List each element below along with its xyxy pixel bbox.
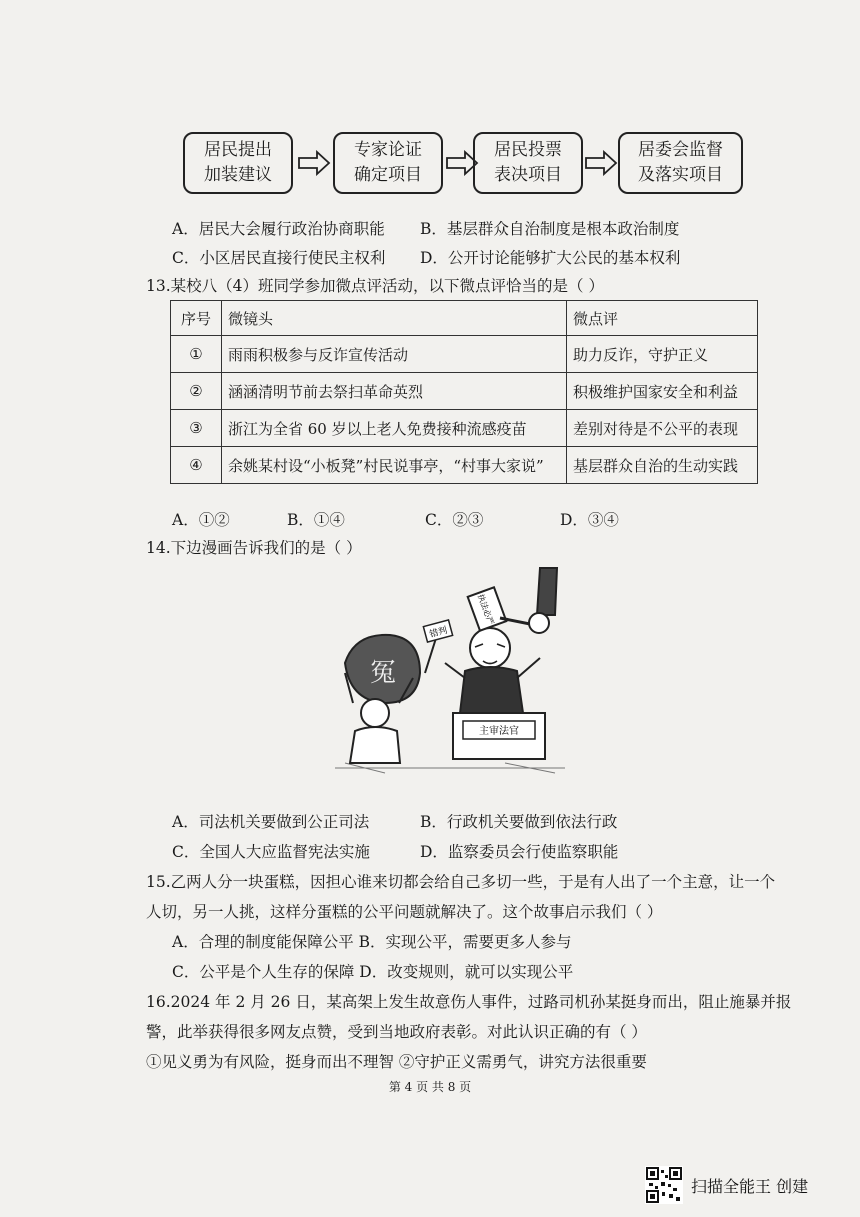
q14-option-b: B．行政机关要做到依法行政: [420, 813, 618, 831]
hammer-label: 执法必严: [475, 592, 496, 627]
header-cell: 序号: [171, 301, 222, 336]
flow-step-3-line-2: 表决项目: [494, 165, 562, 185]
desk-label: 主审法官: [479, 726, 519, 737]
flow-step-2: [333, 132, 443, 194]
q12-option-b: B．基层群众自治制度是根本政治制度: [420, 220, 680, 238]
flow-step-2-line-2: 确定项目: [354, 165, 422, 185]
table-cell: 涵涵清明节前去祭扫革命英烈: [222, 373, 567, 410]
table-cell: 差别对待是不公平的表现: [567, 410, 758, 447]
table-row: [171, 336, 758, 373]
stone-label: 冤: [369, 658, 397, 688]
arrow-right-icon: [297, 150, 331, 176]
arrow-right-icon: [584, 150, 618, 176]
table-row: [171, 447, 758, 484]
q13-option-a: A．①②: [172, 511, 230, 529]
q15-stem-line-1: 15.乙两人分一块蛋糕，因担心谁来切都会给自己多切一些，于是有人出了一个主意，让一个: [146, 873, 776, 891]
flow-step-2-line-1: 专家论证: [354, 140, 422, 160]
flow-step-3: [473, 132, 583, 194]
flow-step-1: [183, 132, 293, 194]
qr-code-icon: [645, 1166, 683, 1204]
cartoon-illustration: [325, 563, 575, 775]
table-cell: 雨雨积极参与反诈宣传活动: [222, 336, 567, 373]
table-cell: 余姚某村设“小板凳”村民说事亭，“村事大家说”: [222, 447, 567, 484]
q13-option-c: C．②③: [425, 511, 484, 529]
q16-stem-line-1: 16.2024 年 2 月 26 日，某高架上发生故意伤人事件，过路司机孙某挺身而出，阻止施暴并报: [146, 993, 792, 1011]
flow-step-4: [618, 132, 743, 194]
table-cell: 助力反诈，守护正义: [567, 336, 758, 373]
q13-option-b: B．①④: [287, 511, 345, 529]
scanner-watermark: [645, 1166, 808, 1204]
q12-option-c: C．小区居民直接行使民主权利: [172, 249, 386, 267]
q14-stem: 14.下边漫画告诉我们的是（ ）: [146, 539, 362, 557]
q15-stem-line-2: 人切，另一人挑，这样分蛋糕的公平问题就解决了。这个故事启示我们（ ）: [146, 903, 663, 921]
table-cell: ①: [171, 336, 222, 373]
flow-step-3-line-1: 居民投票: [494, 140, 562, 160]
flow-step-4-line-2: 及落实项目: [638, 165, 723, 185]
q15-options-line-2: C．公平是个人生存的保障 D．改变规则，就可以实现公平: [172, 963, 574, 981]
q12-option-d: D．公开讨论能够扩大公民的基本权利: [420, 249, 681, 267]
flow-step-1-line-1: 居民提出: [204, 140, 272, 160]
q13-option-d: D．③④: [560, 511, 619, 529]
q14-option-c: C．全国人大应监督宪法实施: [172, 843, 370, 861]
q13-stem: 13.某校八（4）班同学参加微点评活动，以下微点评恰当的是（ ）: [146, 277, 604, 295]
q12-option-a: A．居民大会履行政治协商职能: [172, 220, 385, 238]
page-footer: 第 4 页 共 8 页: [388, 1080, 472, 1094]
q13-table: [170, 300, 758, 484]
q14-option-d: D．监察委员会行使监察职能: [420, 843, 619, 861]
flow-chart: [183, 132, 743, 198]
flow-step-4-line-1: 居委会监督: [638, 140, 723, 160]
table-cell: ④: [171, 447, 222, 484]
table-cell: ③: [171, 410, 222, 447]
q14-option-a: A．司法机关要做到公正司法: [172, 813, 370, 831]
table-cell: 积极维护国家安全和利益: [567, 373, 758, 410]
table-header-row: [171, 301, 758, 336]
sign-label: 错判: [428, 625, 449, 641]
table-cell: 基层群众自治的生动实践: [567, 447, 758, 484]
q16-statements: ①见义勇为有风险，挺身而出不理智 ②守护正义需勇气，讲究方法很重要: [146, 1053, 647, 1071]
table-row: [171, 373, 758, 410]
header-cell: 微点评: [567, 301, 758, 336]
table-row: [171, 410, 758, 447]
table-cell: 浙江为全省 60 岁以上老人免费接种流感疫苗: [222, 410, 567, 447]
table-cell: ②: [171, 373, 222, 410]
header-cell: 微镜头: [222, 301, 567, 336]
q16-stem-line-2: 警，此举获得很多网友点赞，受到当地政府表彰。对此认识正确的有（ ）: [146, 1023, 647, 1041]
scanner-brand: 扫描全能王 创建: [691, 1176, 809, 1196]
q15-options-line-1: A．合理的制度能保障公平 B．实现公平，需要更多人参与: [172, 933, 572, 951]
flow-step-1-line-2: 加装建议: [204, 165, 272, 185]
